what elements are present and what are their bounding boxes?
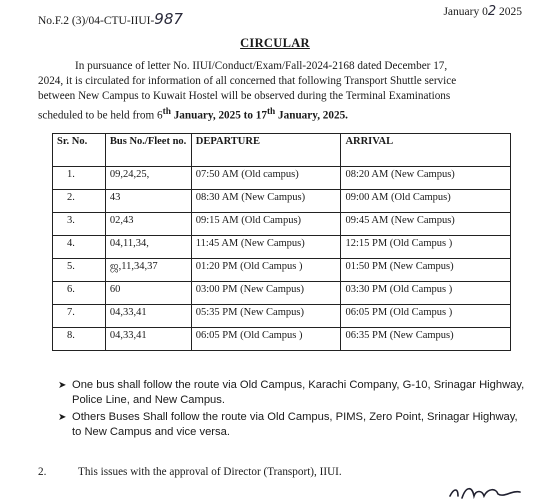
- circular-date: [443, 4, 522, 19]
- date-prefix: January 0: [443, 6, 488, 18]
- cell-departure: 03:00 PM (New Campus): [191, 282, 341, 305]
- cell-bus-no: 04,33,41: [105, 305, 191, 328]
- date-suffix: 2025: [496, 6, 522, 18]
- table-header-row: [53, 134, 511, 167]
- intro-paragraph: [38, 59, 530, 124]
- intro-line-3: between New Campus to Kuwait Hostel will be observed during the Terminal Examinations: [38, 90, 451, 103]
- intro-line-1: In pursuance of letter No. IIUI/Conduct/Exam/Fall-2024-2168 dated December 17,: [75, 60, 448, 72]
- header-sr-no: Sr. No.: [53, 134, 106, 167]
- header-departure: DEPARTURE: [191, 134, 341, 167]
- table-row: [53, 167, 511, 190]
- cell-departure: 09:15 AM (Old Campus): [191, 213, 341, 236]
- cell-bus-no: ஜ,11,34,37: [105, 259, 191, 282]
- signature-icon: [446, 484, 526, 500]
- cell-arrival: 06:05 PM (Old Campus ): [341, 305, 511, 328]
- cell-arrival: 06:35 PM (New Campus): [341, 328, 511, 351]
- cell-bus-no: 04,11,34,: [105, 236, 191, 259]
- cell-sr-no: 1.: [53, 167, 106, 190]
- header-bus-no: Bus No./Fleet no.: [105, 134, 191, 167]
- cell-sr-no: 4.: [53, 236, 106, 259]
- cell-departure: 05:35 PM (New Campus): [191, 305, 341, 328]
- table-row: [53, 328, 511, 351]
- cell-sr-no: 7.: [53, 305, 106, 328]
- cell-bus-no: 02,43: [105, 213, 191, 236]
- list-item: [58, 378, 528, 408]
- cell-arrival: 09:45 AM (New Campus): [341, 213, 511, 236]
- table-row: [53, 213, 511, 236]
- table-row: [53, 282, 511, 305]
- cell-bus-no: 09,24,25,: [105, 167, 191, 190]
- date-handwritten-day: 2: [487, 4, 497, 19]
- cell-sr-no: 2.: [53, 190, 106, 213]
- cell-sr-no: 8.: [53, 328, 106, 351]
- paragraph-number: 2.: [38, 466, 47, 478]
- cell-sr-no: 3.: [53, 213, 106, 236]
- list-item: [58, 410, 528, 440]
- cell-arrival: 09:00 AM (Old Campus): [341, 190, 511, 213]
- header-arrival: ARRIVAL: [341, 134, 511, 167]
- arrowhead-bullet-icon: ➤: [58, 412, 67, 423]
- cell-departure: 11:45 AM (New Campus): [191, 236, 341, 259]
- intro-line-2: 2024, it is circulated for information of all concerned that following Transport Shuttle service: [38, 75, 457, 88]
- cell-departure: 06:05 PM (Old Campus ): [191, 328, 341, 351]
- cell-sr-no: 6.: [53, 282, 106, 305]
- cell-arrival: 08:20 AM (New Campus): [341, 167, 511, 190]
- reference-prefix: No.F.2 (3)/04-CTU-IIUI-: [38, 15, 155, 27]
- table-row: [53, 305, 511, 328]
- table-row: [53, 259, 511, 282]
- intro-line-4-mid: January, 2025 to 17: [170, 109, 267, 122]
- circular-title: CIRCULAR: [240, 36, 310, 50]
- intro-line-4-end: January, 2025.: [275, 109, 348, 122]
- intro-line-4-start: scheduled to be held from 6: [38, 109, 163, 122]
- intro-sup-1: th: [162, 106, 171, 117]
- shuttle-schedule-table: [52, 133, 511, 351]
- route-note-text: One bus shall follow the route via Old Campus, Karachi Company, G-10, Srinagar Highway, Police Line, and New Campus.: [72, 379, 525, 406]
- approval-text: This issues with the approval of Director (Transport), IIUI.: [78, 466, 342, 478]
- table-row: [53, 236, 511, 259]
- cell-bus-no: 60: [105, 282, 191, 305]
- cell-departure: 07:50 AM (Old campus): [191, 167, 341, 190]
- cell-sr-no: 5.: [53, 259, 106, 282]
- intro-line-4: [38, 105, 530, 124]
- cell-departure: 08:30 AM (New Campus): [191, 190, 341, 213]
- cell-departure: 01:20 PM (Old Campus ): [191, 259, 341, 282]
- route-note-text: Others Buses Shall follow the route via Old Campus, PIMS, Zero Point, Srinagar Highway, to New Campus and vice versa.: [72, 411, 518, 438]
- reference-number: [38, 10, 183, 28]
- cell-arrival: 03:30 PM (Old Campus ): [341, 282, 511, 305]
- table-row: [53, 190, 511, 213]
- reference-handwritten-number: 987: [154, 10, 183, 28]
- intro-sup-2: th: [266, 106, 276, 117]
- cell-arrival: 12:15 PM (Old Campus ): [341, 236, 511, 259]
- cell-bus-no: 04,33,41: [105, 328, 191, 351]
- approval-paragraph: [38, 466, 342, 478]
- route-notes: [58, 378, 528, 442]
- arrowhead-bullet-icon: ➤: [58, 380, 67, 391]
- cell-bus-no: 43: [105, 190, 191, 213]
- cell-arrival: 01:50 PM (New Campus): [341, 259, 511, 282]
